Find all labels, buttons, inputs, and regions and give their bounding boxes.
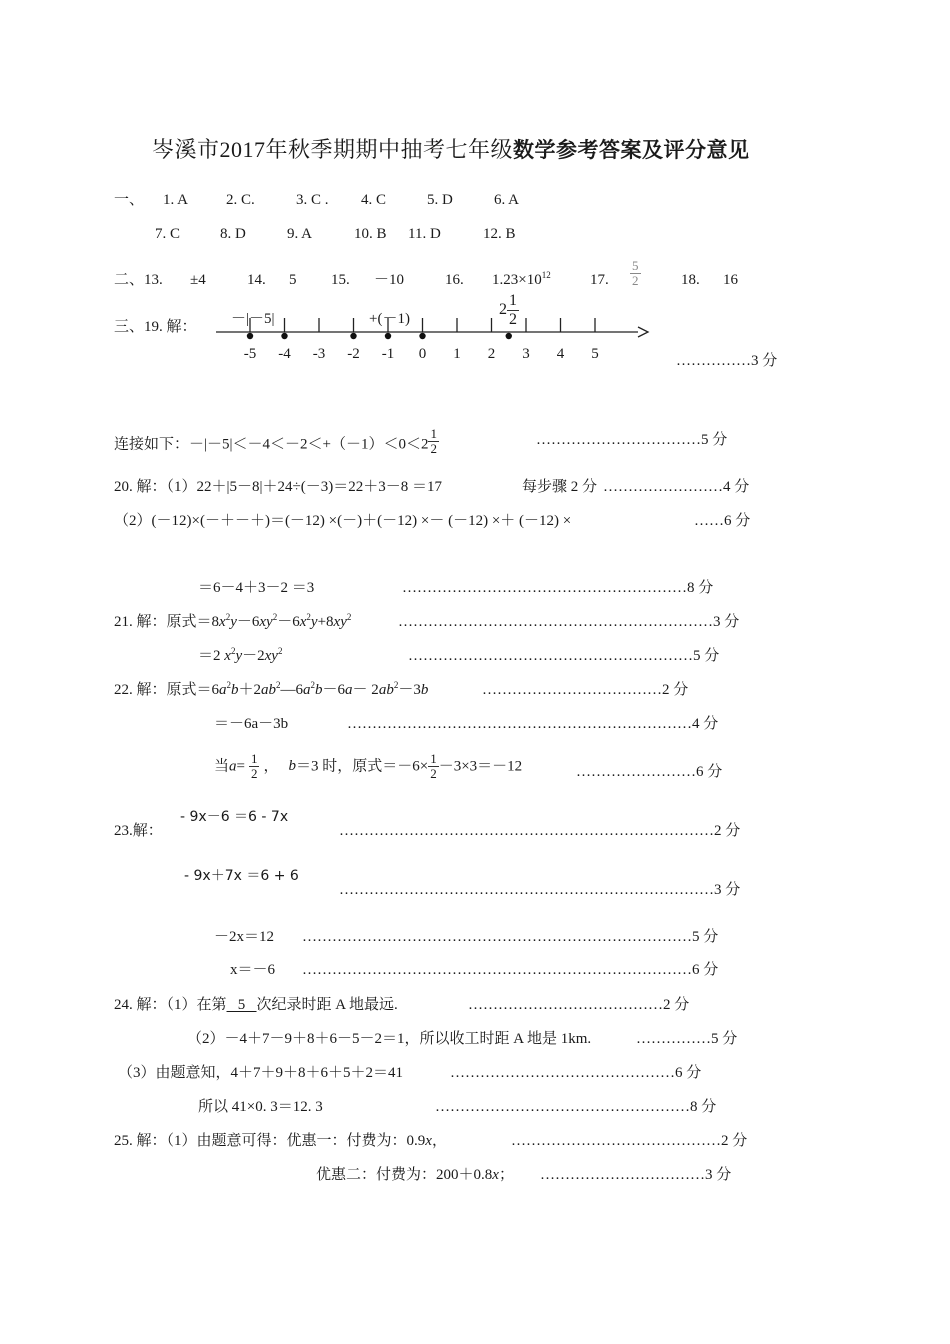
title-bold: 数学参考答案及评分意见: [513, 138, 750, 162]
answer-18: 16: [723, 272, 738, 288]
point-marker: [385, 333, 391, 339]
fraction-denominator: 2: [430, 766, 437, 782]
q20-line3: ＝6－4＋3－2 ＝3: [198, 580, 315, 596]
q24-line1-a: 24. 解：（1）在第: [114, 997, 227, 1013]
q25-score-2: ……………………………3 分: [540, 1167, 732, 1183]
q25-score-1: ……………………………………2 分: [511, 1133, 748, 1149]
answer-16-base: 1.23×10: [492, 272, 542, 288]
mc-answer-b-3: 9. A: [287, 226, 313, 242]
answer-13: ±4: [190, 272, 206, 288]
q25-line1-b: ，: [431, 1133, 447, 1149]
mc-answer-2: 2. C.: [226, 192, 255, 208]
q24-score-4: ……………………………………………8 分: [435, 1099, 717, 1115]
q24-line3: （3）由题意知，4＋7＋9＋8＋6＋5＋2＝41: [118, 1065, 404, 1081]
mc-answer-b-5: 11. D: [408, 226, 441, 242]
mc-answer-4: 4. C: [361, 192, 387, 208]
mc-answer-b-6: 12. B: [483, 226, 516, 242]
mc-answer-3: 3. C .: [296, 192, 329, 208]
compare-fraction: [428, 427, 439, 457]
compare-text: 连接如下：－|－5|＜－4＜－2＜+（－1）＜0＜: [114, 436, 421, 453]
tick-label: -3: [312, 346, 326, 362]
q23-score-3: ……………………………………………………………………5 分: [302, 929, 719, 945]
compare-whole: 2: [420, 436, 429, 453]
q19-compare: [114, 426, 439, 457]
q24-line4: 所以 41×0. 3＝12. 3: [198, 1099, 323, 1115]
q21-score-1: ………………………………………………………3 分: [398, 614, 740, 630]
tick-label: 0: [418, 346, 427, 362]
q22-label: 22. 解：原式＝: [114, 682, 212, 698]
q22-score-2: ……………………………………………………………4 分: [347, 716, 719, 732]
answer-14: 5: [289, 272, 297, 288]
fraction-numerator: 1: [509, 292, 517, 309]
q23-score-4: ……………………………………………………………………6 分: [302, 962, 719, 978]
fraction-denominator: 2: [250, 766, 258, 782]
question-17: 17.: [590, 272, 609, 288]
q23-score-1: …………………………………………………………………2 分: [339, 823, 741, 839]
answer-17-fraction: [630, 259, 641, 289]
answer-15: －10: [374, 272, 405, 288]
q20-note: 每步骤 2 分: [522, 479, 598, 495]
tick-label: 5: [591, 346, 599, 362]
answer-16: [492, 270, 551, 288]
answer-16-exp: 12: [541, 270, 551, 280]
q23-step3: －2x＝12: [214, 929, 275, 945]
q22-sub: ＝3 时，原式＝－6×: [296, 758, 429, 775]
q24-line1-b: 次纪录时距 A 地最远.: [256, 997, 398, 1013]
q25-line1: 25. 解：（1）由题意可得：优惠一：付费为：0.9x，: [114, 1133, 447, 1149]
fraction-numerator: 1: [430, 751, 437, 766]
question-14: 14.: [247, 272, 266, 288]
point-marker: [281, 333, 287, 339]
half-fraction: [249, 752, 260, 782]
q23-step2: - 9x＋7x ＝6 + 6: [184, 868, 299, 884]
q19-score-1: ……………3 分: [676, 353, 778, 369]
point-marker: [419, 333, 425, 339]
q20-score-3: …………………………………………………8 分: [402, 580, 714, 596]
q21-label: 21. 解：原式＝: [114, 614, 212, 630]
tick-label: 4: [556, 346, 565, 362]
fraction-numerator: 5: [632, 258, 639, 273]
mc-answer-5: 5. D: [427, 192, 453, 208]
question-18: 18.: [681, 272, 700, 288]
q25-line1-a: 25. 解：（1）由题意可得：优惠一：付费为：0.9: [114, 1133, 426, 1149]
q25-line2-b: ；: [498, 1167, 514, 1183]
tick-label: -2: [347, 346, 360, 362]
mc-answer-b-4: 10. B: [354, 226, 387, 242]
q24-line1: [114, 998, 398, 1013]
q20-score-2: ……6 分: [694, 513, 751, 529]
tick-label: -1: [381, 346, 395, 362]
fraction-numerator: 1: [250, 751, 258, 766]
q24-score-3: ………………………………………6 分: [450, 1065, 702, 1081]
q23-step1: - 9x－6 ＝6 - 7x: [180, 809, 289, 825]
q22-when: 当: [214, 758, 230, 775]
q22-score-3: ……………………6 分: [576, 764, 723, 780]
q24-line2: （2）－4＋7－9＋8＋6－5－2＝1，所以收工时距 A 地是 1km.: [187, 1031, 592, 1047]
q25-line2-a: 优惠二：付费为：200＋0.8: [316, 1167, 493, 1183]
number-line-arrow: [638, 327, 648, 337]
point-marker: [350, 333, 356, 339]
q21-line1: 21. 解：原式$=8x^2y-6xy^2-6x^2y+8xy^2$: [114, 612, 352, 630]
q22-line2: ＝－6a－3b: [214, 716, 289, 732]
mc-answer-b-1: 7. C: [155, 226, 181, 242]
mc-label: 一、: [114, 192, 145, 208]
title-plain: 岑溪市2017年秋季期期中抽考七年级: [152, 137, 514, 162]
q22-score-1: ………………………………2 分: [482, 682, 689, 698]
q22-comma: ，: [263, 758, 279, 775]
fraction-numerator: 1: [430, 426, 437, 441]
q19-label: 三、19. 解：: [114, 319, 197, 335]
q20-line2: （2）(－12)×(－＋－＋)＝(－12) ×(－)＋(－12) ×－ (－12) ×＋ (－12) ×: [114, 513, 572, 529]
fraction-denominator: 2: [430, 441, 437, 457]
mc-answer-b-2: 8. D: [220, 226, 246, 242]
label-pos-neg1: +(－1): [369, 311, 410, 327]
mc-answer-6: 6. A: [494, 192, 520, 208]
q23-step4: x＝－6: [230, 962, 276, 978]
q21-line2: ＝2 $x^2y-2xy^2$: [198, 646, 283, 664]
fraction-denominator: 2: [509, 310, 517, 328]
q24-score-2: ……………5 分: [636, 1031, 738, 1047]
number-line: [210, 311, 670, 374]
q20-line1: 20. 解：（1）22＋|5－8|＋24÷(－3)＝22＋3－8 ＝17: [114, 479, 442, 495]
q23-score-2: …………………………………………………………………3 分: [339, 882, 741, 898]
question-15: 15.: [331, 272, 350, 288]
tick-label: 1: [453, 346, 461, 362]
question-16: 16.: [445, 272, 464, 288]
q24-score-1: …………………………………2 分: [468, 997, 690, 1013]
tick-label: 2: [487, 346, 496, 362]
label-neg-abs: －|－5|: [231, 311, 275, 327]
mixed-whole: 2: [499, 301, 507, 319]
q19-score-2: ……………………………5 分: [536, 432, 728, 448]
page-title: [152, 139, 750, 161]
half-fraction-2: [428, 752, 439, 782]
q25-line2: 优惠二：付费为：200＋0.8x；: [316, 1167, 514, 1183]
fill-label: 二、13.: [114, 272, 163, 288]
q22-result: －3×3＝－12: [438, 758, 523, 775]
point-marker: [506, 333, 512, 339]
fraction-denominator: 2: [632, 273, 639, 289]
q20-score-1: ……………………4 分: [603, 479, 750, 495]
q23-label: 23.解：: [114, 823, 163, 839]
q22-line3: 当a= $\frac{1}{2}$ ， b＝3 时，原式＝－6× $\frac{1}{2}$ －3×3＝－12: [214, 751, 523, 782]
q21-score-2: …………………………………………………5 分: [408, 648, 720, 664]
tick-label: -5: [243, 346, 257, 362]
tick-label: -4: [278, 346, 291, 362]
mc-answer-1: 1. A: [163, 192, 189, 208]
q22-line1: 22. 解：原式$=6a^2b+2ab^2—6a^2b-6a- 2ab^2-3b$: [114, 680, 429, 698]
point-marker: [247, 333, 253, 339]
tick-label: 3: [522, 346, 530, 362]
q24-blank: 5: [226, 997, 257, 1013]
